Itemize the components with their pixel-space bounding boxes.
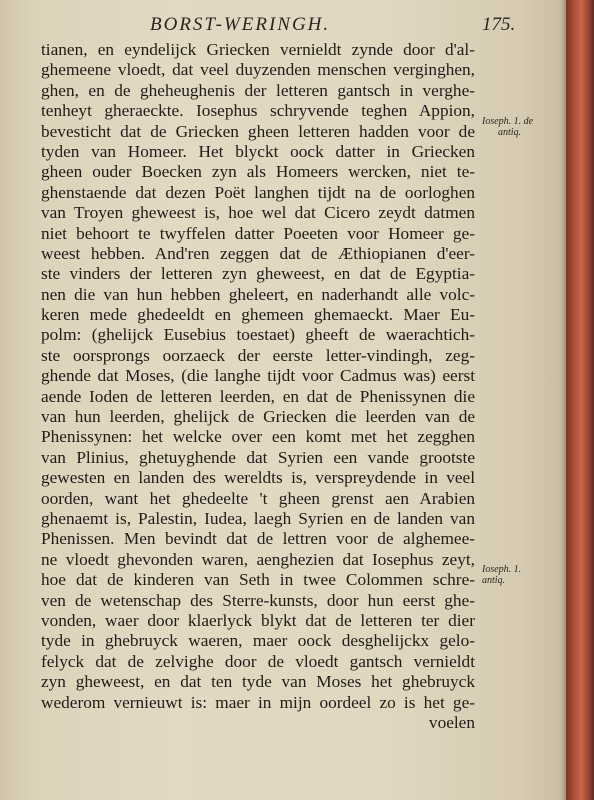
text-line: tianen, en eyndelijck Griecken vernieldt zynde door d'al- <box>41 40 475 59</box>
text-line: ne vloedt ghevonden waren, aenghezien dat Iosephus zeyt, <box>41 549 475 569</box>
margin-note-line: Ioseph. 1. <box>482 564 522 575</box>
text-line: weest hebben. And'ren zeggen dat de Æthiopianen d'eer- <box>41 243 475 263</box>
body-text <box>41 40 475 733</box>
text-line: felyck dat de zelvighe door de vloedt gantsch vernieldt <box>41 651 475 671</box>
text-line: ghende dat Moses, (die langhe tijdt voor Cadmus was) eerst <box>41 366 475 386</box>
text-line: tyden van Homeer. Het blyckt oock datter in Griecken <box>41 141 475 161</box>
text-line: polm: (ghelijck Eusebius toestaet) gheeft de waerachtich- <box>41 325 475 345</box>
margin-note-line: Ioseph. 1. de <box>482 116 534 127</box>
text-line: tenheyt gheraeckte. Iosephus schryvende teghen Appion, <box>41 101 475 121</box>
text-line: ghemeene vloedt, dat veel duyzenden menschen verginghen, <box>41 60 475 80</box>
text-line: bevesticht dat de Griecken gheen letteren hadden voor de <box>41 121 475 141</box>
text-line: aende Ioden de letteren leerden, en dat de Phenissynen die <box>41 386 475 406</box>
running-head: BORST-WERINGH. <box>150 14 331 35</box>
text-line: wederom vernieuwt is: maer in mijn oordeel zo is het ge- <box>41 692 475 712</box>
text-line: nen die van hun hebben gheleert, en naderhandt alle volc- <box>41 284 475 304</box>
text-line: tyde in ghebruyck waeren, maer oock desghelijckx gelo- <box>41 631 475 651</box>
text-line: van hun leerden, ghelijck de Griecken die leerden van de <box>41 407 475 427</box>
text-line: van Troyen gheweest is, hoe wel dat Cicero zeydt datmen <box>41 203 475 223</box>
text-line: ghenaemt is, Palestin, Iudea, laegh Syrien en de landen van <box>41 508 475 528</box>
text-line: zyn gheweest, en dat ten tyde van Moses het ghebruyck <box>41 672 475 692</box>
margin-note-line: antiq. <box>482 575 506 586</box>
margin-note-line: antiq. <box>498 127 522 138</box>
text-line: gheen ouder Boecken zyn als Homeers wercken, niet te- <box>41 162 475 182</box>
text-line: ste oorsprongs oorzaeck der eerste letter-vindingh, zeg- <box>41 345 475 365</box>
text-line: niet behoort te twyffelen datter Poeeten voor Homeer ge- <box>41 223 475 243</box>
catchword: voelen <box>428 712 475 732</box>
text-line: van Plinius, ghetuyghende dat Syrien een vande grootste <box>41 447 475 467</box>
page-number: 175. <box>482 14 516 35</box>
text-line: gewesten en landen des wereldts is, verspreydende in veel <box>41 468 475 488</box>
text-line: ste vinders der letteren zyn gheweest, en dat de Egyptia- <box>41 264 475 284</box>
text-line: ghenstaende dat dezen Poët langhen tijdt na de oorloghen <box>41 182 475 202</box>
text-line: ven de wetenschap des Sterre-kunsts, door hun eerst ghe- <box>41 590 475 610</box>
text-line: hoe dat de kinderen van Seth in twee Colommen schre- <box>41 570 475 590</box>
text-line: ghen, en de gheheughenis der letteren gantsch in verghe- <box>41 80 475 100</box>
text-line: Phenissen. Men bevindt dat de lettren voor de alghemee- <box>41 529 475 549</box>
text-line: oorden, want het ghedeelte 't gheen grenst aen Arabien <box>41 488 475 508</box>
book-edge <box>566 0 594 800</box>
margin-note-josephus-2 <box>482 564 521 586</box>
text-line: Phenissynen: het welcke over een komt met het zegghen <box>41 427 475 447</box>
text-line: keren mede ghedeeldt en ghemeen ghemaeckt. Maer Eu- <box>41 305 475 325</box>
margin-note-josephus <box>482 116 533 138</box>
text-line: vonden, waer door klaerlyck blykt dat de letteren ter dier <box>41 610 475 630</box>
